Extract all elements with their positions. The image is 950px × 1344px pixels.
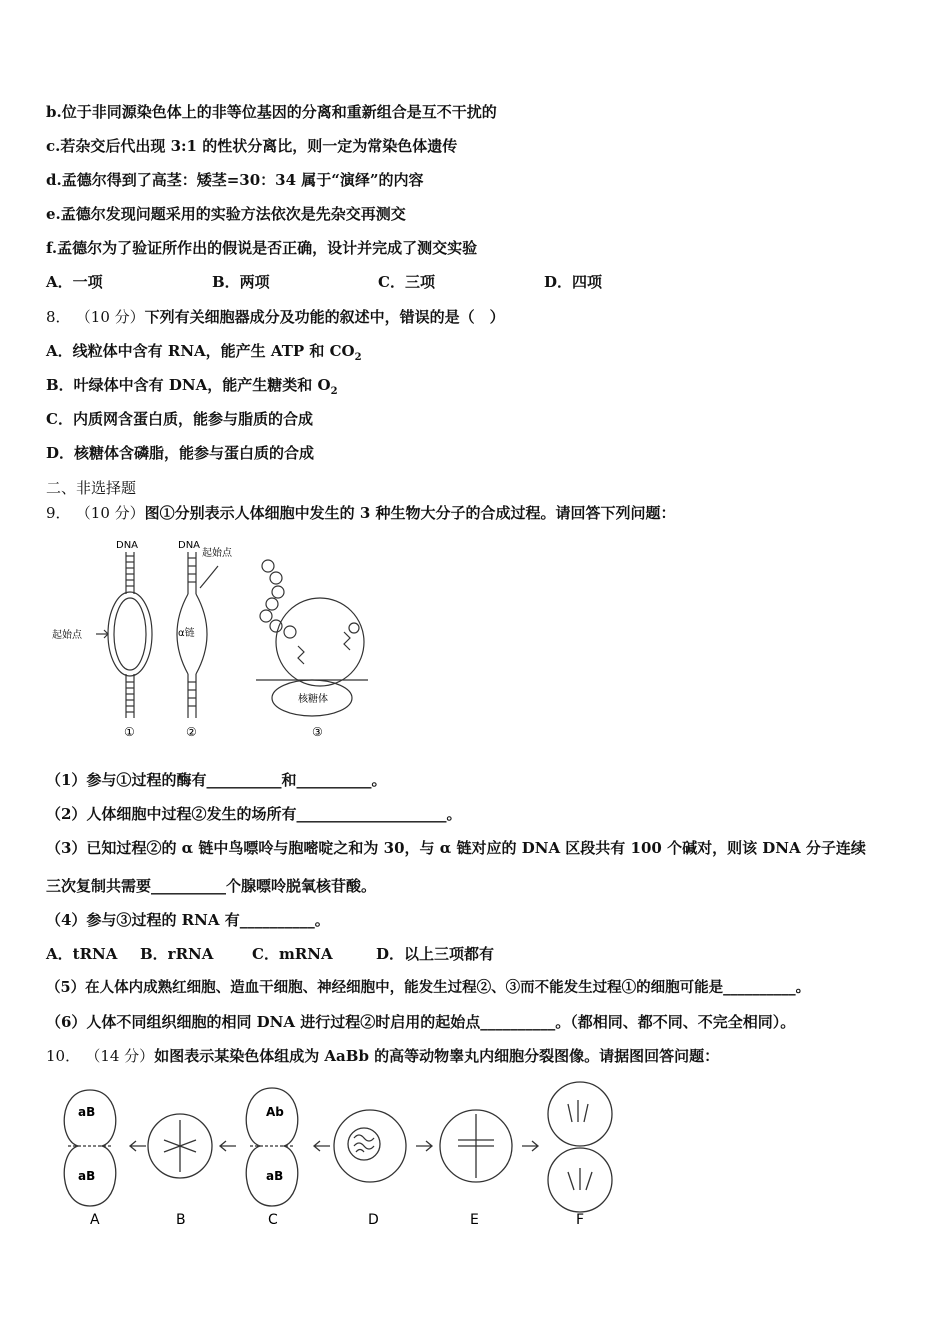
q10-stem: 如图表示某染色体组成为 AaBb 的高等动物睾丸内细胞分裂图像。请据图回答问题：	[154, 1047, 720, 1065]
q9-sub4: （4）参与③过程的 RNA 有__________。	[46, 911, 330, 929]
panel-num-3: ③	[312, 725, 323, 739]
cell-d	[334, 1110, 406, 1182]
q10-number: 10．	[46, 1047, 81, 1065]
q7-options	[46, 272, 602, 292]
q8-score: （10 分）	[75, 308, 145, 326]
alpha-chain-label: α链	[178, 628, 195, 639]
dna-label-1: DNA	[116, 540, 139, 551]
q10-figure	[48, 1080, 628, 1230]
q8-option-c[interactable]: C．内质网含蛋白质，能参与脂质的合成	[46, 410, 313, 428]
q8-option-b-text: B．叶绿体中含有 DNA，能产生糖类和 O	[46, 376, 331, 394]
statement-c: c.若杂交后代出现 3:1 的性状分离比，则一定为常染色体遗传	[46, 137, 458, 155]
q8-stem-line	[46, 307, 505, 327]
q9-sub3-line1: （3）已知过程②的 α 链中鸟嘌呤与胞嘧啶之和为 30，与 α 链对应的 DNA 区段共有 100 个碱对，则该 DNA 分子连续	[46, 839, 866, 857]
q8-option-a[interactable]	[46, 341, 362, 368]
q9-option-c[interactable]: C．mRNA	[252, 945, 333, 963]
q9-option-a[interactable]: A．tRNA	[46, 945, 118, 963]
cell-label-d: D	[368, 1212, 379, 1228]
gene-label-a-top: aB	[78, 1105, 96, 1119]
cell-label-a: A	[90, 1212, 100, 1228]
statement-e: e.孟德尔发现问题采用的实验方法依次是先杂交再测交	[46, 205, 406, 223]
q9-sub1: （1）参与①过程的酶有__________和__________。	[46, 771, 387, 789]
q7-option-a[interactable]: A．一项	[46, 273, 103, 291]
q8-stem: 下列有关细胞器成分及功能的叙述中，错误的是（ ）	[144, 308, 505, 326]
q9-stem-line	[46, 503, 676, 523]
q9-number: 9．	[46, 504, 71, 522]
cell-label-c: C	[268, 1212, 278, 1228]
cell-label-b: B	[176, 1212, 186, 1228]
q8-option-a-sub: 2	[354, 352, 362, 363]
gene-label-c-top: Ab	[266, 1105, 284, 1119]
origin-label-left: 起始点	[52, 630, 82, 641]
section-heading: 二、非选择题	[46, 479, 137, 497]
q10-score: （14 分）	[85, 1047, 155, 1065]
statement-d: d.孟德尔得到了高茎：矮茎=30：34 属于“演绎”的内容	[46, 171, 424, 189]
q8-option-d[interactable]: D．核糖体含磷脂，能参与蛋白质的合成	[46, 444, 315, 462]
q8-number: 8．	[46, 308, 71, 326]
dna-label-2: DNA	[178, 540, 201, 551]
q8-option-a-text: A．线粒体中含有 RNA，能产生 ATP 和 CO	[46, 342, 355, 360]
q7-option-d[interactable]: D．四项	[544, 273, 603, 291]
cell-e	[440, 1110, 512, 1182]
gene-label-c-bottom: aB	[266, 1169, 284, 1183]
origin-label-top: 起始点	[202, 548, 232, 559]
cell-label-f: F	[576, 1212, 585, 1228]
q9-option-d[interactable]: D．以上三项都有	[376, 945, 495, 963]
q9-stem: 图①分别表示人体细胞中发生的 3 种生物大分子的合成过程。请回答下列问题：	[144, 504, 676, 522]
panel-num-1: ①	[124, 725, 135, 739]
q9-sub5: （5）在人体内成熟红细胞、造血干细胞、神经细胞中，能发生过程②、③而不能发生过程①的细胞可能是__________。	[46, 979, 811, 996]
q9-sub3-line2: 三次复制共需要__________个腺嘌呤脱氧核苷酸。	[46, 877, 377, 895]
ribosome-label: 核糖体	[298, 694, 328, 705]
cell-f	[548, 1082, 612, 1212]
q9-score: （10 分）	[75, 504, 145, 522]
panel-num-2: ②	[186, 725, 197, 739]
gene-label-a-bottom: aB	[78, 1169, 96, 1183]
q9-option-b[interactable]: B．rRNA	[140, 945, 214, 963]
q7-option-b[interactable]: B．两项	[212, 273, 270, 291]
statement-b: b.位于非同源染色体上的非等位基因的分离和重新组合是互不干扰的	[46, 103, 497, 121]
cell-label-e: E	[470, 1212, 479, 1228]
q10-stem-line	[46, 1046, 719, 1066]
cell-b	[148, 1114, 212, 1178]
q9-sub4-options	[46, 944, 494, 964]
q9-sub2: （2）人体细胞中过程②发生的场所有____________________。	[46, 805, 462, 823]
replication-diagram	[96, 552, 152, 718]
statement-f: f.孟德尔为了验证所作出的假说是否正确，设计并完成了测交实验	[46, 239, 478, 257]
q7-option-c[interactable]: C．三项	[378, 273, 435, 291]
q8-option-b-sub: 2	[330, 386, 338, 397]
q9-figure	[50, 536, 370, 742]
q8-option-b[interactable]	[46, 375, 338, 402]
translation-diagram	[256, 560, 368, 716]
q9-sub6: （6）人体不同组织细胞的相同 DNA 进行过程②时启用的起始点__________。（都相同、都不同、不完全相同）。	[46, 1013, 796, 1031]
